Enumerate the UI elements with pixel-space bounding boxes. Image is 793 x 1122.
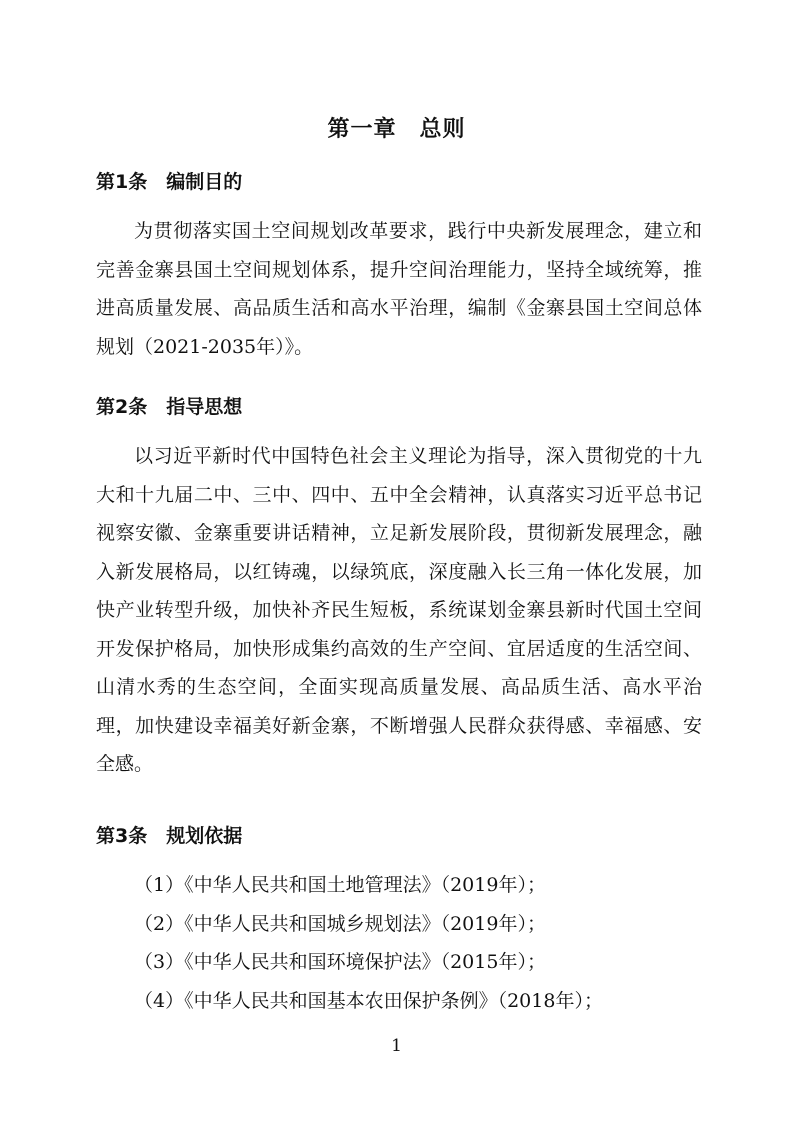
- list-item: （4）《中华人民共和国基本农田保护条例》（2018年）；: [134, 989, 603, 1012]
- article-heading: 第1条 编制目的: [96, 171, 243, 193]
- page-number: 1: [391, 1036, 402, 1056]
- article-paragraph: 为贯彻落实国土空间规划改革要求，践行中央新发展理念，建立和完善金寨县国土空间规划体系，提升空间治理能力，坚持全域统筹，推进高质量发展、高品质生活和高水平治理，编制《金寨县国土空间总体规划（2021-2035年）》。: [96, 220, 702, 358]
- article-heading: 第3条 规划依据: [96, 825, 243, 847]
- article-2: [96, 393, 702, 784]
- article-paragraph: 以习近平新时代中国特色社会主义理论为指导，深入贯彻党的十九大和十九届二中、三中、四中、五中全会精神，认真落实习近平总书记视察安徽、金寨重要讲话精神，立足新发展阶段，贯彻新发展理念，融入新发展格局，以红铸魂，以绿筑底，深度融入长三角一体化发展，加快产业转型升级，加快补齐民生短板，系统谋划金寨县新时代国土空间开发保护格局，加快形成集约高效的生产空间、宜居适度的生活空间、山清水秀的生态空间，全面实现高质量发展、高品质生活、高水平治理，加快建设幸福美好新金寨，不断增强人民群众获得感、幸福感、安全感。: [96, 445, 702, 775]
- chapter-title: 第一章 总则: [327, 117, 466, 142]
- article-3: [96, 822, 702, 1020]
- article-1: [96, 168, 702, 366]
- list-item: （2）《中华人民共和国城乡规划法》（2019年）；: [134, 912, 546, 935]
- list-item: （1）《中华人民共和国土地管理法》（2019年）；: [134, 874, 546, 896]
- legal-basis-list: [96, 866, 702, 1020]
- article-heading: 第2条 指导思想: [96, 396, 243, 418]
- list-item: （3）《中华人民共和国环境保护法》（2015年）；: [134, 951, 546, 973]
